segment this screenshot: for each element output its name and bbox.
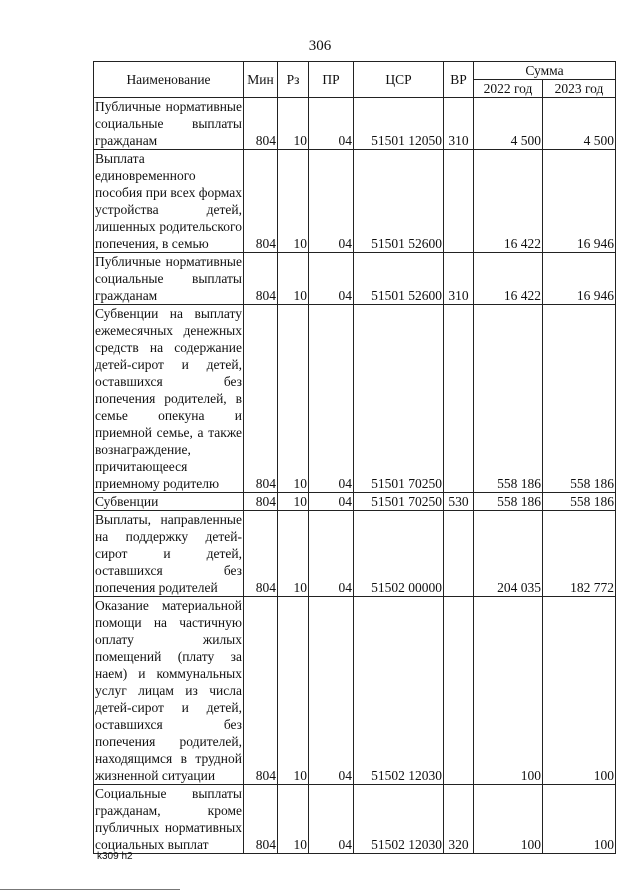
cell-csr: 51502 00000 <box>354 511 444 597</box>
cell-name: Оказание материальной помощи на частичную оплату жилых помещений (плату за наем) и коммунальных услуг лицам из числа детей-сирот и детей, оставшихся без попечения родителей, находящимся в трудной жизненной ситуации <box>95 598 242 783</box>
cell-y2023: 558 186 <box>543 493 616 511</box>
cell-y2022: 100 <box>474 597 543 785</box>
cell-y2022: 204 035 <box>474 511 543 597</box>
cell-y2022: 4 500 <box>474 98 543 150</box>
cell-rz: 10 <box>278 150 309 253</box>
header-csr: ЦСР <box>354 62 444 98</box>
cell-csr: 51501 70250 <box>354 305 444 493</box>
bottom-rule <box>0 889 180 890</box>
cell-y2022: 558 186 <box>474 493 543 511</box>
cell-y2023: 558 186 <box>543 305 616 493</box>
cell-vr: 310 <box>444 98 474 150</box>
cell-pr: 04 <box>309 597 354 785</box>
table-row <box>94 150 616 253</box>
cell-min: 804 <box>244 511 278 597</box>
table-row <box>94 511 616 597</box>
cell-name: Публичные нормативные социальные выплаты гражданам <box>95 254 242 303</box>
cell-min: 804 <box>244 98 278 150</box>
cell-pr: 04 <box>309 98 354 150</box>
cell-name: Субвенции на выплату ежемесячных денежных средств на содержание детей-сирот и детей, оставшихся без попечения родителей, в семье опекуна и приемной семье, а также вознаграждение, причитающееся приемному родителю <box>95 306 242 491</box>
cell-rz: 10 <box>278 305 309 493</box>
cell-rz: 10 <box>278 511 309 597</box>
cell-name: Субвенции <box>94 493 244 511</box>
table-row <box>94 493 616 511</box>
cell-rz: 10 <box>278 493 309 511</box>
cell-min: 804 <box>244 253 278 305</box>
cell-y2023: 16 946 <box>543 150 616 253</box>
cell-vr <box>444 511 474 597</box>
cell-pr: 04 <box>309 253 354 305</box>
cell-pr: 04 <box>309 785 354 854</box>
cell-csr: 51501 52600 <box>354 253 444 305</box>
cell-min: 804 <box>244 305 278 493</box>
cell-y2023: 4 500 <box>543 98 616 150</box>
cell-y2023: 100 <box>543 597 616 785</box>
header-min: Мин <box>244 62 278 98</box>
cell-vr: 530 <box>444 493 474 511</box>
cell-vr <box>444 305 474 493</box>
table-row <box>94 785 616 854</box>
cell-vr <box>444 597 474 785</box>
table-row <box>94 305 616 493</box>
header-year-2022: 2022 год <box>474 80 543 98</box>
cell-csr: 51501 52600 <box>354 150 444 253</box>
header-pr: ПР <box>309 62 354 98</box>
cell-y2022: 16 422 <box>474 150 543 253</box>
header-rz: Рз <box>278 62 309 98</box>
table-row <box>94 98 616 150</box>
table-row <box>94 253 616 305</box>
cell-y2022: 558 186 <box>474 305 543 493</box>
cell-name: Выплаты, направленные на поддержку детей-сирот и детей, оставшихся без попечения родителей <box>95 512 242 595</box>
cell-vr: 310 <box>444 253 474 305</box>
header-name: Наименование <box>94 62 244 98</box>
cell-name: Публичные нормативные социальные выплаты гражданам <box>95 99 242 148</box>
table-row <box>94 597 616 785</box>
cell-pr: 04 <box>309 305 354 493</box>
cell-name: Выплата единовременного пособия при всех формах устройства детей, лишенных родительского попечения, в семью <box>95 151 242 251</box>
header-vr: ВР <box>444 62 474 98</box>
cell-min: 804 <box>244 493 278 511</box>
cell-min: 804 <box>244 597 278 785</box>
header-year-2023: 2023 год <box>543 80 616 98</box>
cell-csr: 51502 12030 <box>354 597 444 785</box>
cell-y2022: 16 422 <box>474 253 543 305</box>
header-sum: Сумма <box>474 62 616 80</box>
cell-y2023: 182 772 <box>543 511 616 597</box>
cell-y2022: 100 <box>474 785 543 854</box>
cell-min: 804 <box>244 785 278 854</box>
cell-rz: 10 <box>278 785 309 854</box>
cell-rz: 10 <box>278 597 309 785</box>
cell-vr: 320 <box>444 785 474 854</box>
cell-pr: 04 <box>309 150 354 253</box>
cell-name: Социальные выплаты гражданам, кроме публичных нормативных социальных выплат <box>95 786 242 852</box>
cell-y2023: 16 946 <box>543 253 616 305</box>
cell-vr <box>444 150 474 253</box>
page-number: 306 <box>308 38 332 54</box>
cell-y2023: 100 <box>543 785 616 854</box>
cell-min: 804 <box>244 150 278 253</box>
cell-rz: 10 <box>278 98 309 150</box>
cell-pr: 04 <box>309 511 354 597</box>
cell-pr: 04 <box>309 493 354 511</box>
budget-table <box>93 61 616 854</box>
cell-csr: 51501 70250 <box>354 493 444 511</box>
cell-csr: 51501 12050 <box>354 98 444 150</box>
cell-csr: 51502 12030 <box>354 785 444 854</box>
cell-rz: 10 <box>278 253 309 305</box>
footer-code: k309 h2 <box>97 851 133 862</box>
